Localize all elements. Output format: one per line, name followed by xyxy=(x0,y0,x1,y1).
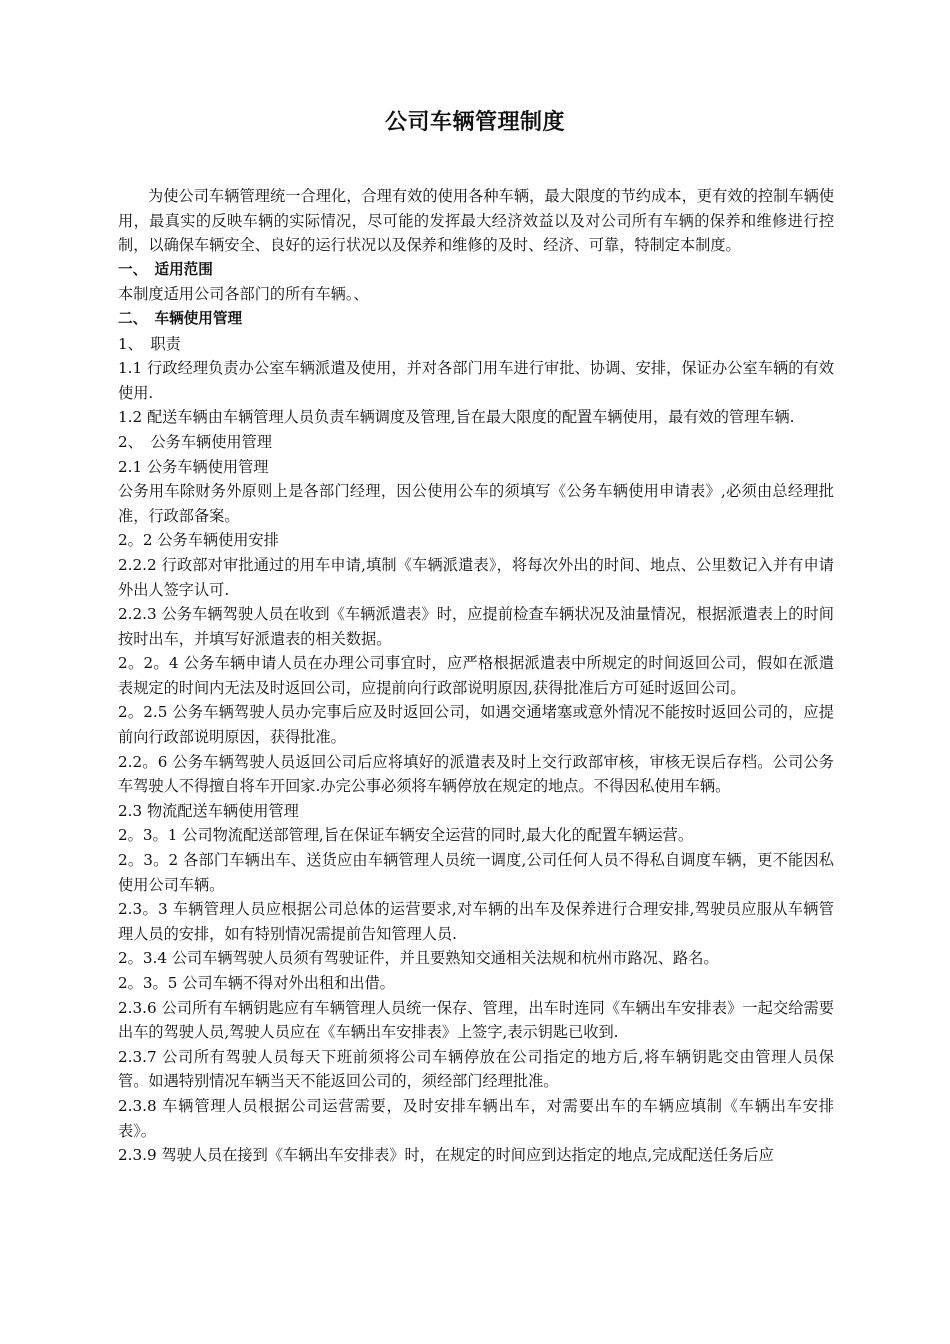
paragraph: 2。3。5 公司车辆不得对外出租和出借。 xyxy=(118,974,395,992)
paragraph: 2.3.9 驾驶人员在接到《车辆出车安排表》时，在规定的时间应到达指定的地点,完成配送任务后应 xyxy=(118,1146,774,1165)
paragraph: 2.2.2 行政部对审批通过的用车申请,填制《车辆派遣表》，将每次外出的时间、地点、公里数记入并有申请外出人签字认可. xyxy=(118,555,834,599)
paragraph: 2。2 公务车辆使用安排 xyxy=(118,531,279,550)
paragraph: 2.2.3 公务车辆驾驶人员在收到《车辆派遣表》时，应提前检查车辆状况及油量情况，根据派遣表上的时间按时出车，并填写好派遣表的相关数据。 xyxy=(118,605,834,648)
paragraph: 2.1 公务车辆使用管理 xyxy=(118,457,269,476)
section-heading-vehicle-use: 二、 车辆使用管理 xyxy=(118,309,243,327)
paragraph: 2。3。1 公司物流配送部管理,旨在保证车辆安全运营的同时,最大化的配置车辆运营。 xyxy=(118,826,694,845)
paragraph: 2。3.4 公司车辆驾驶人员须有驾驶证件，并且要熟知交通相关法规和杭州市路况、路名。 xyxy=(118,949,719,968)
intro-paragraph: 为使公司车辆管理统一合理化，合理有效的使用各种车辆，最大限度的节约成本，更有效的控制车辆使用，最真实的反映车辆的实际情况，尽可能的发挥最大经济效益以及对公司所有车辆的保养和维修进行控制，以确保车辆安全、良好的运行状况以及保养和维修的及时、经济、可靠，特制定本制度。 xyxy=(118,187,834,255)
paragraph: 2。2。4 公务车辆申请人员在办理公司事宜时，应严格根据派遣表中所规定的时间返回公司，假如在派遣表规定的时间内无法及时返回公司，应提前向行政部说明原因,获得批准后方可延时返回公司。 xyxy=(118,654,834,697)
paragraph: 2.2。6 公务车辆驾驶人员返回公司后应将填好的派遣表及时上交行政部审核，审核无误后存档。公司公务车驾驶人不得擅自将车开回家.办完公事必须将车辆停放在规定的地点。不得因私使用车辆。 xyxy=(118,752,834,796)
paragraph: 2.3 物流配送车辆使用管理 xyxy=(118,801,299,820)
paragraph: 1、 职责 xyxy=(118,334,181,353)
paragraph: 2.3.6 公司所有车辆钥匙应有车辆管理人员统一保存、管理，出车时连同《车辆出车安排表》一起交给需要出车的驾驶人员,驾驶人员应在《车辆出车安排表》上签字,表示钥匙已收到. xyxy=(118,998,834,1042)
paragraph: 2。2.5 公务车辆驾驶人员办完事后应及时返回公司，如遇交通堵塞或意外情况不能按时返回公司的，应提前向行政部说明原因，获得批准。 xyxy=(118,703,834,747)
document-title: 公司车辆管理制度 xyxy=(384,110,565,135)
paragraph: 1.2 配送车辆由车辆管理人员负责车辆调度及管理,旨在最大限度的配置车辆使用，最有效的管理车辆. xyxy=(118,408,795,427)
section-scope-text: 本制度适用公司各部门的所有车辆。、 xyxy=(118,285,369,304)
paragraph: 1.1 行政经理负责办公室车辆派遣及使用，并对各部门用车进行审批、协调、安排，保证办公室车辆的有效使用. xyxy=(118,359,834,402)
paragraph: 2.3.7 公司所有驾驶人员每天下班前须将公司车辆停放在公司指定的地方后,将车辆钥匙交由管理人员保管。如遇特别情况车辆当天不能返回公司的，须经部门经理批准。 xyxy=(118,1047,834,1091)
paragraph: 公务用车除财务外原则上是各部门经理，因公使用公车的须填写《公务车辆使用申请表》,必须由总经理批准，行政部备案。 xyxy=(118,482,834,525)
paragraph: 2、 公务车辆使用管理 xyxy=(118,432,272,451)
section-heading-scope: 一、 适用范围 xyxy=(118,260,213,278)
paragraph: 2。3。2 各部门车辆出车、送货应由车辆管理人员统一调度,公司任何人员不得私自调度车辆，更不能因私使用公司车辆。 xyxy=(118,851,834,894)
paragraph: 2.3。3 车辆管理人员应根据公司总体的运营要求,对车辆的出车及保养进行合理安排,驾驶员应服从车辆管理人员的安排，如有特别情况需提前告知管理人员. xyxy=(118,900,834,943)
paragraph: 2.3.8 车辆管理人员根据公司运营需要，及时安排车辆出车，对需要出车的车辆应填制《车辆出车安排表》。 xyxy=(118,1096,834,1140)
document-body xyxy=(118,184,834,1168)
